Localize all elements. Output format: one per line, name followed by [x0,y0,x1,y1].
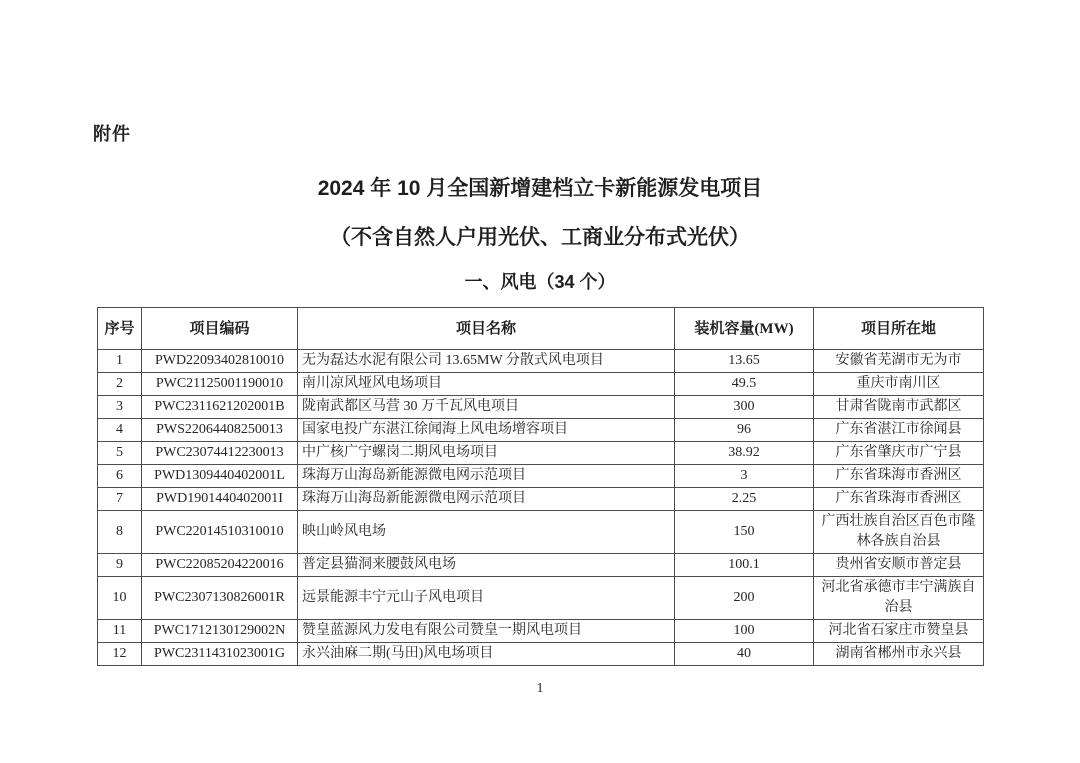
table-cell: 永兴油麻二期(马田)风电场项目 [298,643,675,666]
table-row [98,396,984,419]
table-cell: 广东省珠海市香洲区 [814,465,984,488]
table-header-cell: 项目所在地 [814,308,984,350]
table-cell: 广东省湛江市徐闻县 [814,419,984,442]
table-cell: 3 [675,465,814,488]
table-cell: PWC22085204220016 [142,554,298,577]
table-cell: 广西壮族自治区百色市隆林各族自治县 [814,511,984,554]
table-row [98,577,984,620]
table-cell: 赞皇蓝源风力发电有限公司赞皇一期风电项目 [298,620,675,643]
table-header-row [98,308,984,350]
table-cell: 7 [98,488,142,511]
table-row [98,511,984,554]
table-cell: 广东省肇庆市广宁县 [814,442,984,465]
table-row [98,373,984,396]
table-cell: 1 [98,350,142,373]
table-cell: 12 [98,643,142,666]
table-cell: 100 [675,620,814,643]
table-row [98,643,984,666]
table-cell: 4 [98,419,142,442]
table-cell: 珠海万山海岛新能源微电网示范项目 [298,465,675,488]
document-subtitle: （不含自然人户用光伏、工商业分布式光伏） [330,226,750,249]
table-cell: 南川凉风垭风电场项目 [298,373,675,396]
table-cell: 96 [675,419,814,442]
table-row [98,620,984,643]
table-cell: 8 [98,511,142,554]
table-cell: PWC2311621202001B [142,396,298,419]
attachment-label: 附件 [93,124,131,144]
table-row [98,419,984,442]
table-cell: 5 [98,442,142,465]
table-cell: 远景能源丰宁元山子风电项目 [298,577,675,620]
table-row [98,488,984,511]
table-header-cell: 项目名称 [298,308,675,350]
table-cell: 普定县猫洞来腰鼓风电场 [298,554,675,577]
page-number: 1 [536,681,544,696]
table-cell: 映山岭风电场 [298,511,675,554]
project-table-body [98,350,984,666]
table-cell: 300 [675,396,814,419]
table-row [98,465,984,488]
table-cell: PWC22014510310010 [142,511,298,554]
table-cell: PWC2311431023001G [142,643,298,666]
wind-project-table [97,307,984,666]
table-cell: 49.5 [675,373,814,396]
table-cell: 陇南武都区马营 30 万千瓦风电项目 [298,396,675,419]
table-cell: PWC21125001190010 [142,373,298,396]
table-cell: 贵州省安顺市普定县 [814,554,984,577]
table-cell: PWD22093402810010 [142,350,298,373]
table-cell: PWC1712130129002N [142,620,298,643]
table-cell: 河北省承德市丰宁满族自治县 [814,577,984,620]
table-header-cell: 项目编码 [142,308,298,350]
table-cell: 10 [98,577,142,620]
table-cell: 无为磊达水泥有限公司 13.65MW 分散式风电项目 [298,350,675,373]
table-cell: 安徽省芜湖市无为市 [814,350,984,373]
table-cell: 2 [98,373,142,396]
table-cell: 13.65 [675,350,814,373]
table-cell: PWC2307130826001R [142,577,298,620]
table-cell: 3 [98,396,142,419]
table-cell: 河北省石家庄市赞皇县 [814,620,984,643]
table-cell: PWC23074412230013 [142,442,298,465]
table-cell: 38.92 [675,442,814,465]
table-row [98,554,984,577]
table-cell: 重庆市南川区 [814,373,984,396]
table-header-cell: 序号 [98,308,142,350]
table-cell: 11 [98,620,142,643]
table-row [98,442,984,465]
table-row [98,350,984,373]
table-cell: 100.1 [675,554,814,577]
table-cell: 2.25 [675,488,814,511]
table-cell: 国家电投广东湛江徐闻海上风电场增容项目 [298,419,675,442]
table-cell: 湖南省郴州市永兴县 [814,643,984,666]
document-title: 2024 年 10 月全国新增建档立卡新能源发电项目 [317,177,763,200]
table-cell: PWD1309440402001L [142,465,298,488]
table-cell: 40 [675,643,814,666]
table-cell: 甘肃省陇南市武都区 [814,396,984,419]
table-cell: 6 [98,465,142,488]
table-header-cell: 装机容量(MW) [675,308,814,350]
table-cell: 9 [98,554,142,577]
table-cell: 广东省珠海市香洲区 [814,488,984,511]
table-cell: 200 [675,577,814,620]
table-header [98,308,984,350]
table-cell: 150 [675,511,814,554]
table-cell: PWD1901440402001I [142,488,298,511]
table-cell: 珠海万山海岛新能源微电网示范项目 [298,488,675,511]
section-heading-wind-power: 一、风电（34 个） [464,272,616,292]
table-cell: 中广核广宁螺岗二期风电场项目 [298,442,675,465]
table-cell: PWS22064408250013 [142,419,298,442]
